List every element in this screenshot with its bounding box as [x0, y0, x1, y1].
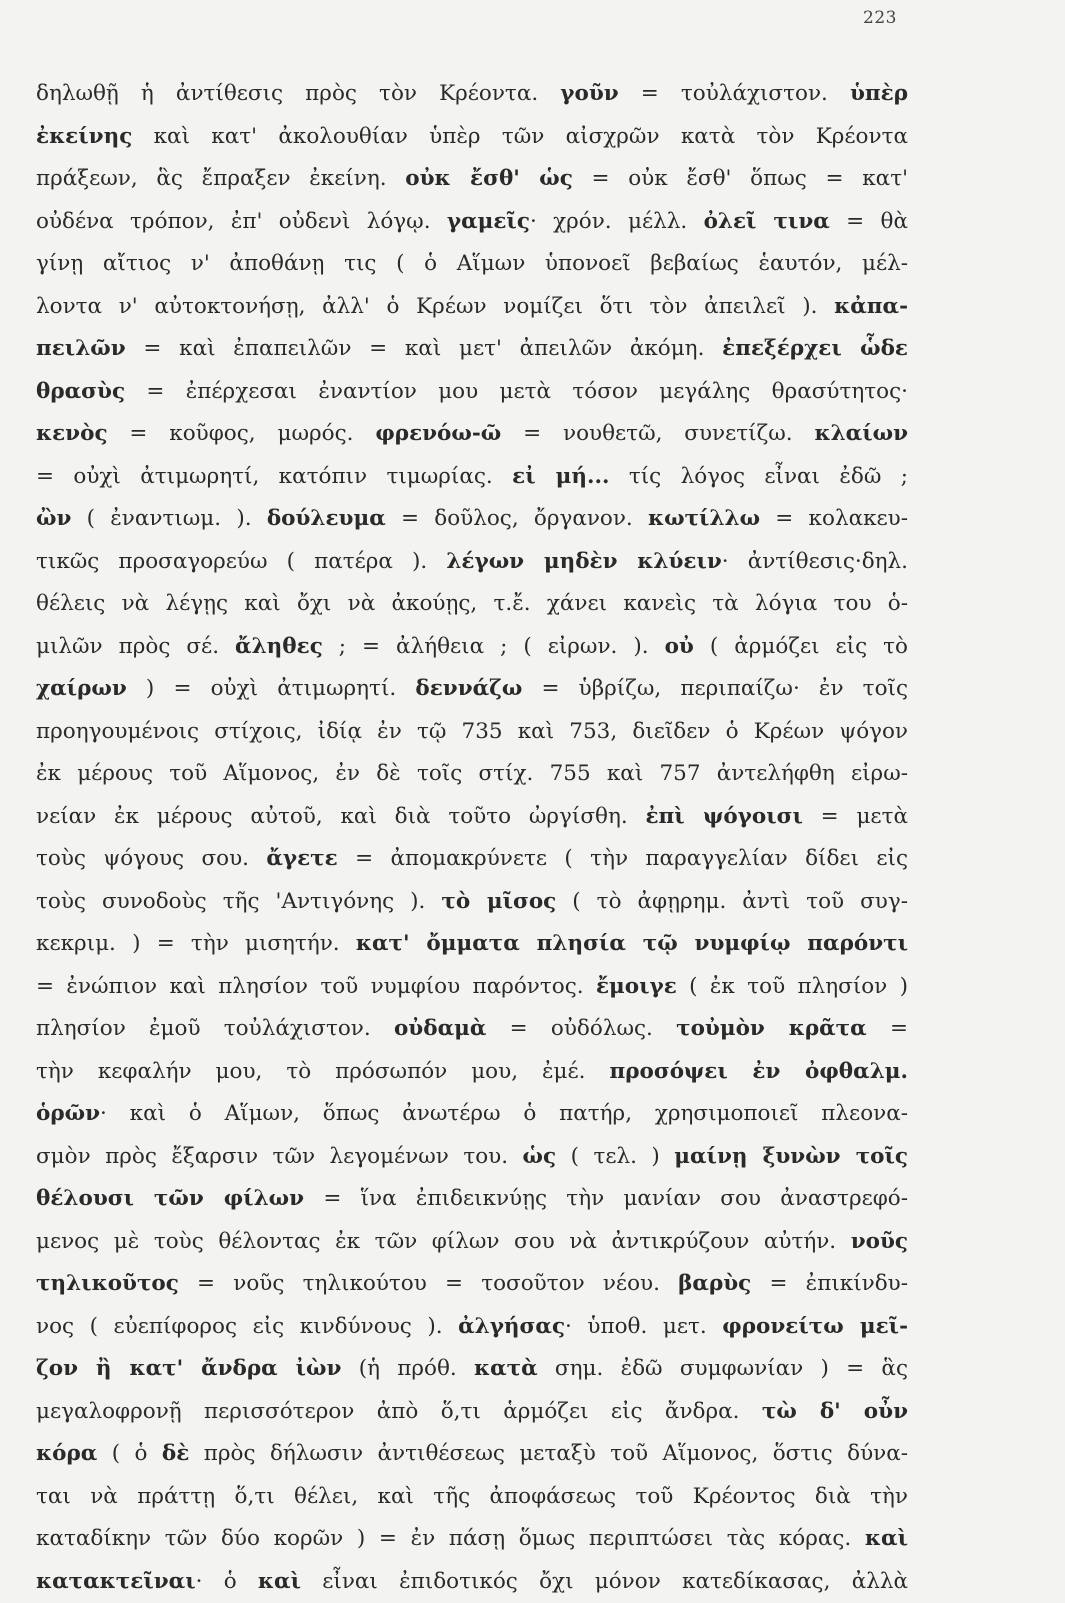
- text-line: [36, 626, 908, 669]
- gloss-text: ( ἁρμόζει εἰς τὸ: [694, 634, 908, 659]
- lemma-term: κόρα: [36, 1441, 97, 1466]
- lemma-term: ἔμοιγε: [596, 974, 677, 999]
- commentary-text: [36, 73, 908, 1603]
- gloss-text: λοντα ν' αὐτοκτονήσῃ, ἀλλ' ὁ Κρέων νομίζει ὅτι τὸν ἀπειλεῖ ).: [36, 294, 834, 319]
- gloss-text: = θὰ: [830, 209, 908, 234]
- gloss-text: εἶναι ἐπιδοτικός ὄχι μόνον κατεδίκασας, ἀλλὰ: [301, 1569, 908, 1594]
- gloss-text: ( ὁ: [97, 1441, 162, 1466]
- gloss-text: δηλωθῇ ἡ ἀντίθεσις πρὸς τὸν Κρέοντα.: [36, 81, 560, 106]
- lemma-term: τὸ μῖσος: [441, 889, 556, 914]
- text-line: [36, 1391, 908, 1434]
- lemma-term: καὶ: [865, 1526, 908, 1551]
- lemma-term: κατὰ: [474, 1356, 538, 1381]
- lemma-term: κἀπα-: [834, 294, 908, 319]
- text-line: [36, 1476, 908, 1519]
- lemma-term: κατακτεῖναι: [36, 1569, 196, 1594]
- text-line: [36, 328, 908, 371]
- gloss-text: νείαν ἐκ μέρους αὐτοῦ, καὶ διὰ τοῦτο ὠργίσθη.: [36, 804, 645, 829]
- lemma-term: τὼ δ' οὖν: [762, 1399, 908, 1424]
- gloss-text: πρὸς δήλωσιν ἀντιθέσεως μεταξὺ τοῦ Αἵμονος, ὅστις δύνα-: [189, 1441, 908, 1466]
- gloss-text: μεγαλοφρονῇ περισσότερον ἀπὸ ὅ,τι ἁρμόζει εἰς ἄνδρα.: [36, 1399, 762, 1424]
- lemma-term: τηλικοῦτος: [36, 1271, 179, 1296]
- gloss-text: τοὺς ψόγους σου.: [36, 846, 266, 871]
- lemma-term: κατ' ὄμματα πλησία τῷ νυμφίῳ παρόντι: [356, 931, 908, 956]
- lemma-term: λέγων μηδὲν κλύειν: [446, 549, 721, 574]
- text-line: [36, 966, 908, 1009]
- text-line: [36, 1051, 908, 1094]
- gloss-text: ; = ἀλήθεια ; ( εἰρων. ).: [323, 634, 665, 659]
- page-number: 223: [863, 8, 897, 28]
- text-line: [36, 1518, 908, 1561]
- lemma-term: γοῦν: [560, 81, 618, 106]
- text-line: [36, 371, 908, 414]
- lemma-term: προσόψει ἐν ὀφθαλμ.: [609, 1059, 908, 1084]
- gloss-text: = κολακευ-: [760, 506, 908, 531]
- lemma-term: ἐπεξέρχει ὧδε: [722, 336, 908, 361]
- gloss-text: = τοὐλάχιστον.: [619, 81, 850, 106]
- gloss-text: · ὑποθ. μετ.: [565, 1314, 722, 1339]
- gloss-text: = ἐνώπιον καὶ πλησίον τοῦ νυμφίου παρόντος.: [36, 974, 596, 999]
- lemma-term: κωτίλλω: [648, 506, 760, 531]
- text-line: [36, 116, 908, 159]
- lemma-term: ὁρῶν: [36, 1101, 100, 1126]
- lemma-term: βαρὺς: [678, 1271, 751, 1296]
- text-line: [36, 541, 908, 584]
- text-line: [36, 796, 908, 839]
- lemma-term: φρενόω-ῶ: [375, 421, 501, 446]
- gloss-text: προηγουμένοις στίχοις, ἰδίᾳ ἐν τῷ 735 καὶ 753, διεῖδεν ὁ Κρέων ψόγον: [36, 719, 908, 744]
- gloss-text: κεκριμ. ) = τὴν μισητήν.: [36, 931, 356, 956]
- lemma-term: ἄληθες: [235, 634, 323, 659]
- lemma-term: μαίνῃ ξυνὼν τοῖς: [674, 1144, 908, 1169]
- text-line: [36, 1348, 908, 1391]
- gloss-text: = ἐπικίνδυ-: [751, 1271, 908, 1296]
- text-line: [36, 583, 908, 626]
- lemma-term: οὐ: [665, 634, 694, 659]
- gloss-text: = νοῦς τηλικούτου = τοσοῦτον νέου.: [179, 1271, 678, 1296]
- lemma-term: τοὐμὸν κρᾶτα: [676, 1016, 867, 1041]
- text-line: [36, 158, 908, 201]
- lemma-term: χαίρων: [36, 676, 127, 701]
- gloss-text: νος ( εὐεπίφορος εἰς κινδύνους ).: [36, 1314, 458, 1339]
- text-line: [36, 1093, 908, 1136]
- text-line: [36, 1561, 908, 1603]
- gloss-text: · ὁ: [196, 1569, 258, 1594]
- gloss-text: · χρόν. μέλλ.: [530, 209, 704, 234]
- gloss-text: = καὶ ἐπαπειλῶν = καὶ μετ' ἀπειλῶν ἀκόμη.: [126, 336, 722, 361]
- lemma-term: θέλουσι τῶν φίλων: [36, 1186, 304, 1211]
- lemma-term: πειλῶν: [36, 336, 126, 361]
- gloss-text: τὴν κεφαλήν μου, τὸ πρόσωπόν μου, ἐμέ.: [36, 1059, 609, 1084]
- lemma-term: ὀλεῖ τινα: [704, 209, 830, 234]
- gloss-text: ( ἐκ τοῦ πλησίον ): [677, 974, 908, 999]
- lemma-term: νοῦς: [851, 1229, 908, 1254]
- text-line: [36, 1263, 908, 1306]
- gloss-text: · ἀντίθεσις·δηλ.: [722, 549, 908, 574]
- text-line: [36, 881, 908, 924]
- gloss-text: πράξεων, ἃς ἔπραξεν ἐκείνη.: [36, 166, 405, 191]
- text-line: [36, 923, 908, 966]
- lemma-term: ὡς: [523, 1144, 557, 1169]
- gloss-text: = ἀπομακρύνετε ( τὴν παραγγελίαν δίδει εἰς: [338, 846, 908, 871]
- gloss-text: σημ. ἐδῶ συμφωνίαν ) = ἃς: [538, 1356, 908, 1381]
- gloss-text: τίς λόγος εἶναι ἐδῶ ;: [609, 464, 908, 489]
- text-line: [36, 413, 908, 456]
- lemma-term: γαμεῖς: [447, 209, 530, 234]
- gloss-text: ( τελ. ): [556, 1144, 674, 1169]
- text-line: [36, 1136, 908, 1179]
- lemma-term: ἐπὶ ψόγοισι: [645, 804, 802, 829]
- gloss-text: = νουθετῶ, συνετίζω.: [501, 421, 814, 446]
- gloss-text: = δοῦλος, ὄργανον.: [386, 506, 648, 531]
- gloss-text: · καὶ ὁ Αἵμων, ὅπως ἀνωτέρω ὁ πατήρ, χρησιμοποιεῖ πλεονα-: [100, 1101, 908, 1126]
- text-line: [36, 1178, 908, 1221]
- gloss-text: = οὐκ ἔσθ' ὅπως = κατ': [573, 166, 908, 191]
- gloss-text: = μετὰ: [803, 804, 908, 829]
- lemma-term: καὶ: [258, 1569, 301, 1594]
- lemma-term: δούλευμα: [267, 506, 386, 531]
- text-line: [36, 753, 908, 796]
- gloss-text: θέλεις νὰ λέγῃς καὶ ὄχι νὰ ἀκούῃς, τ.ἔ. χάνει κανεὶς τὰ λόγια του ὁ-: [36, 591, 908, 616]
- gloss-text: (ἡ πρόθ.: [341, 1356, 474, 1381]
- text-line: [36, 286, 908, 329]
- gloss-text: καταδίκην τῶν δύο κορῶν ) = ἐν πάσῃ ὅμως περιπτώσει τὰς κόρας.: [36, 1526, 865, 1551]
- text-line: [36, 73, 908, 116]
- gloss-text: γίνῃ αἴτιος ν' ἀποθάνῃ τις ( ὁ Αἵμων ὑπονοεῖ βεβαίως ἑαυτόν, μέλ-: [36, 251, 908, 276]
- lemma-term: φρονείτω μεῖ-: [722, 1314, 908, 1339]
- text-line: [36, 201, 908, 244]
- lemma-term: ἄγετε: [266, 846, 337, 871]
- text-line: [36, 1008, 908, 1051]
- gloss-text: τικῶς προσαγορεύω ( πατέρα ).: [36, 549, 446, 574]
- text-line: [36, 456, 908, 499]
- gloss-text: ( ἐναντιωμ. ).: [71, 506, 266, 531]
- text-line: [36, 711, 908, 754]
- gloss-text: = οὐδόλως.: [486, 1016, 676, 1041]
- lemma-term: κενὸς: [36, 421, 108, 446]
- text-line: [36, 1433, 908, 1476]
- text-line: [36, 243, 908, 286]
- gloss-text: ται νὰ πράττῃ ὅ,τι θέλει, καὶ τῆς ἀποφάσεως τοῦ Κρέοντος διὰ τὴν: [36, 1484, 908, 1509]
- gloss-text: = ὑβρίζω, περιπαίζω· ἐν τοῖς: [522, 676, 908, 701]
- lemma-term: οὐκ ἔσθ' ὡς: [405, 166, 573, 191]
- text-line: [36, 1221, 908, 1264]
- lemma-term: κλαίων: [814, 421, 908, 446]
- gloss-text: = οὐχὶ ἀτιμωρητί, κατόπιν τιμωρίας.: [36, 464, 512, 489]
- gloss-text: ἐκ μέρους τοῦ Αἵμονος, ἐν δὲ τοῖς στίχ. 755 καὶ 757 ἀντελήφθη εἰρω-: [36, 761, 908, 786]
- gloss-text: μιλῶν πρὸς σέ.: [36, 634, 235, 659]
- text-line: [36, 1306, 908, 1349]
- gloss-text: = κοῦφος, μωρός.: [108, 421, 376, 446]
- lemma-term: ἐκείνης: [36, 124, 132, 149]
- gloss-text: ) = οὐχὶ ἀτιμωρητί.: [127, 676, 416, 701]
- gloss-text: ( τὸ ἀφῃρημ. ἀντὶ τοῦ συγ-: [556, 889, 908, 914]
- gloss-text: πλησίον ἐμοῦ τοὐλάχιστον.: [36, 1016, 394, 1041]
- gloss-text: τοὺς συνοδοὺς τῆς 'Αντιγόνης ).: [36, 889, 441, 914]
- lemma-term: δεννάζω: [415, 676, 522, 701]
- gloss-text: σμὸν πρὸς ἔξαρσιν τῶν λεγομένων του.: [36, 1144, 523, 1169]
- gloss-text: = ἵνα ἐπιδεικνύῃς τὴν μανίαν σου ἀναστρεφό-: [304, 1186, 908, 1211]
- lemma-term: δὲ: [162, 1441, 189, 1466]
- text-line: [36, 498, 908, 541]
- gloss-text: οὐδένα τρόπον, ἐπ' οὐδενὶ λόγῳ.: [36, 209, 447, 234]
- lemma-term: οὐδαμὰ: [394, 1016, 486, 1041]
- gloss-text: μενος μὲ τοὺς θέλοντας ἐκ τῶν φίλων σου νὰ ἀντικρύζουν αὐτήν.: [36, 1229, 851, 1254]
- lemma-term: εἰ μή...: [512, 464, 609, 489]
- text-line: [36, 838, 908, 881]
- gloss-text: =: [867, 1016, 908, 1041]
- lemma-term: θρασὺς: [36, 379, 125, 404]
- text-line: [36, 668, 908, 711]
- gloss-text: καὶ κατ' ἀκολουθίαν ὑπὲρ τῶν αἰσχρῶν κατὰ τὸν Κρέοντα: [132, 124, 908, 149]
- lemma-term: ὑπὲρ: [850, 81, 908, 106]
- lemma-term: ζον ἢ κατ' ἄνδρα ἰὼν: [36, 1356, 341, 1381]
- lemma-term: ἀλγήσας: [458, 1314, 565, 1339]
- lemma-term: ὢν: [36, 506, 71, 531]
- gloss-text: = ἐπέρχεσαι ἐναντίον μου μετὰ τόσον μεγάλης θρασύτητος·: [125, 379, 908, 404]
